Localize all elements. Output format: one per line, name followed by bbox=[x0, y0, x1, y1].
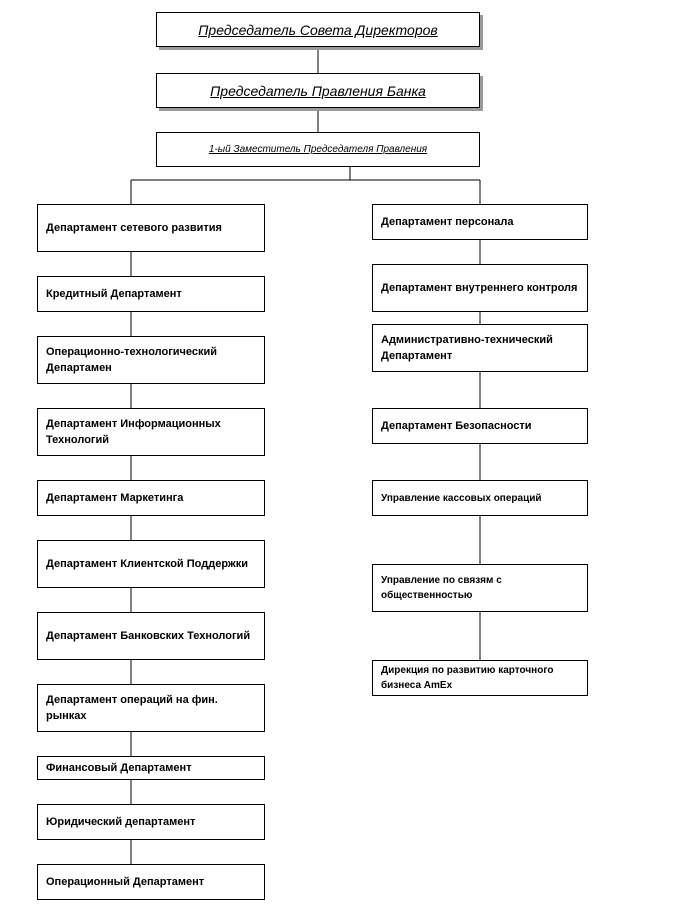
chairman-board-label: Председатель Совета Директоров bbox=[198, 21, 438, 38]
left-dept-box bbox=[37, 276, 265, 312]
dept-label: Департамент Безопасности bbox=[381, 420, 532, 432]
dept-label: Управление кассовых операций bbox=[381, 492, 542, 504]
dept-label: Департамент Клиентской Поддержки bbox=[46, 558, 248, 570]
left-dept-box bbox=[37, 756, 265, 780]
chairman-management-box bbox=[156, 73, 480, 108]
right-dept-box bbox=[372, 408, 588, 444]
dept-label: Департамент Информационных Технологий bbox=[46, 418, 221, 446]
dept-label: Управление по связям с общественностью bbox=[381, 575, 502, 601]
right-dept-box bbox=[372, 660, 588, 696]
dept-label: Департамент персонала bbox=[381, 216, 514, 228]
right-dept-box bbox=[372, 324, 588, 372]
dept-label: Дирекция по развитию карточного бизнеса AmEx bbox=[381, 665, 554, 691]
right-dept-box bbox=[372, 264, 588, 312]
right-dept-box bbox=[372, 564, 588, 612]
left-dept-box bbox=[37, 336, 265, 384]
dept-label: Департамент Банковских Технологий bbox=[46, 630, 251, 642]
dept-label: Юридический департамент bbox=[46, 816, 196, 828]
first-deputy-label: 1-ый Заместитель Председателя Правления bbox=[208, 144, 428, 155]
left-dept-box bbox=[37, 684, 265, 732]
left-dept-box bbox=[37, 804, 265, 840]
dept-label: Департамент операций на фин. рынках bbox=[46, 694, 218, 722]
chairman-board-box bbox=[156, 12, 480, 47]
right-dept-box bbox=[372, 480, 588, 516]
dept-label: Операционно-технологический Департамен bbox=[46, 346, 218, 374]
left-dept-box bbox=[37, 864, 265, 900]
dept-label: Департамент сетевого развития bbox=[46, 222, 222, 234]
left-dept-box bbox=[37, 540, 265, 588]
chairman-management-label: Председатель Правления Банка bbox=[210, 82, 426, 99]
dept-label: Кредитный Департамент bbox=[46, 288, 182, 300]
dept-label: Административно-технический Департамент bbox=[381, 334, 553, 362]
dept-label: Департамент внутреннего контроля bbox=[381, 282, 578, 294]
left-dept-box bbox=[37, 480, 265, 516]
dept-label: Департамент Маркетинга bbox=[46, 492, 184, 504]
dept-label: Финансовый Департамент bbox=[46, 762, 192, 774]
left-dept-box bbox=[37, 204, 265, 252]
left-dept-box bbox=[37, 612, 265, 660]
dept-label: Операционный Департамент bbox=[46, 876, 205, 888]
right-dept-box bbox=[372, 204, 588, 240]
first-deputy-box bbox=[156, 132, 480, 167]
left-dept-box bbox=[37, 408, 265, 456]
